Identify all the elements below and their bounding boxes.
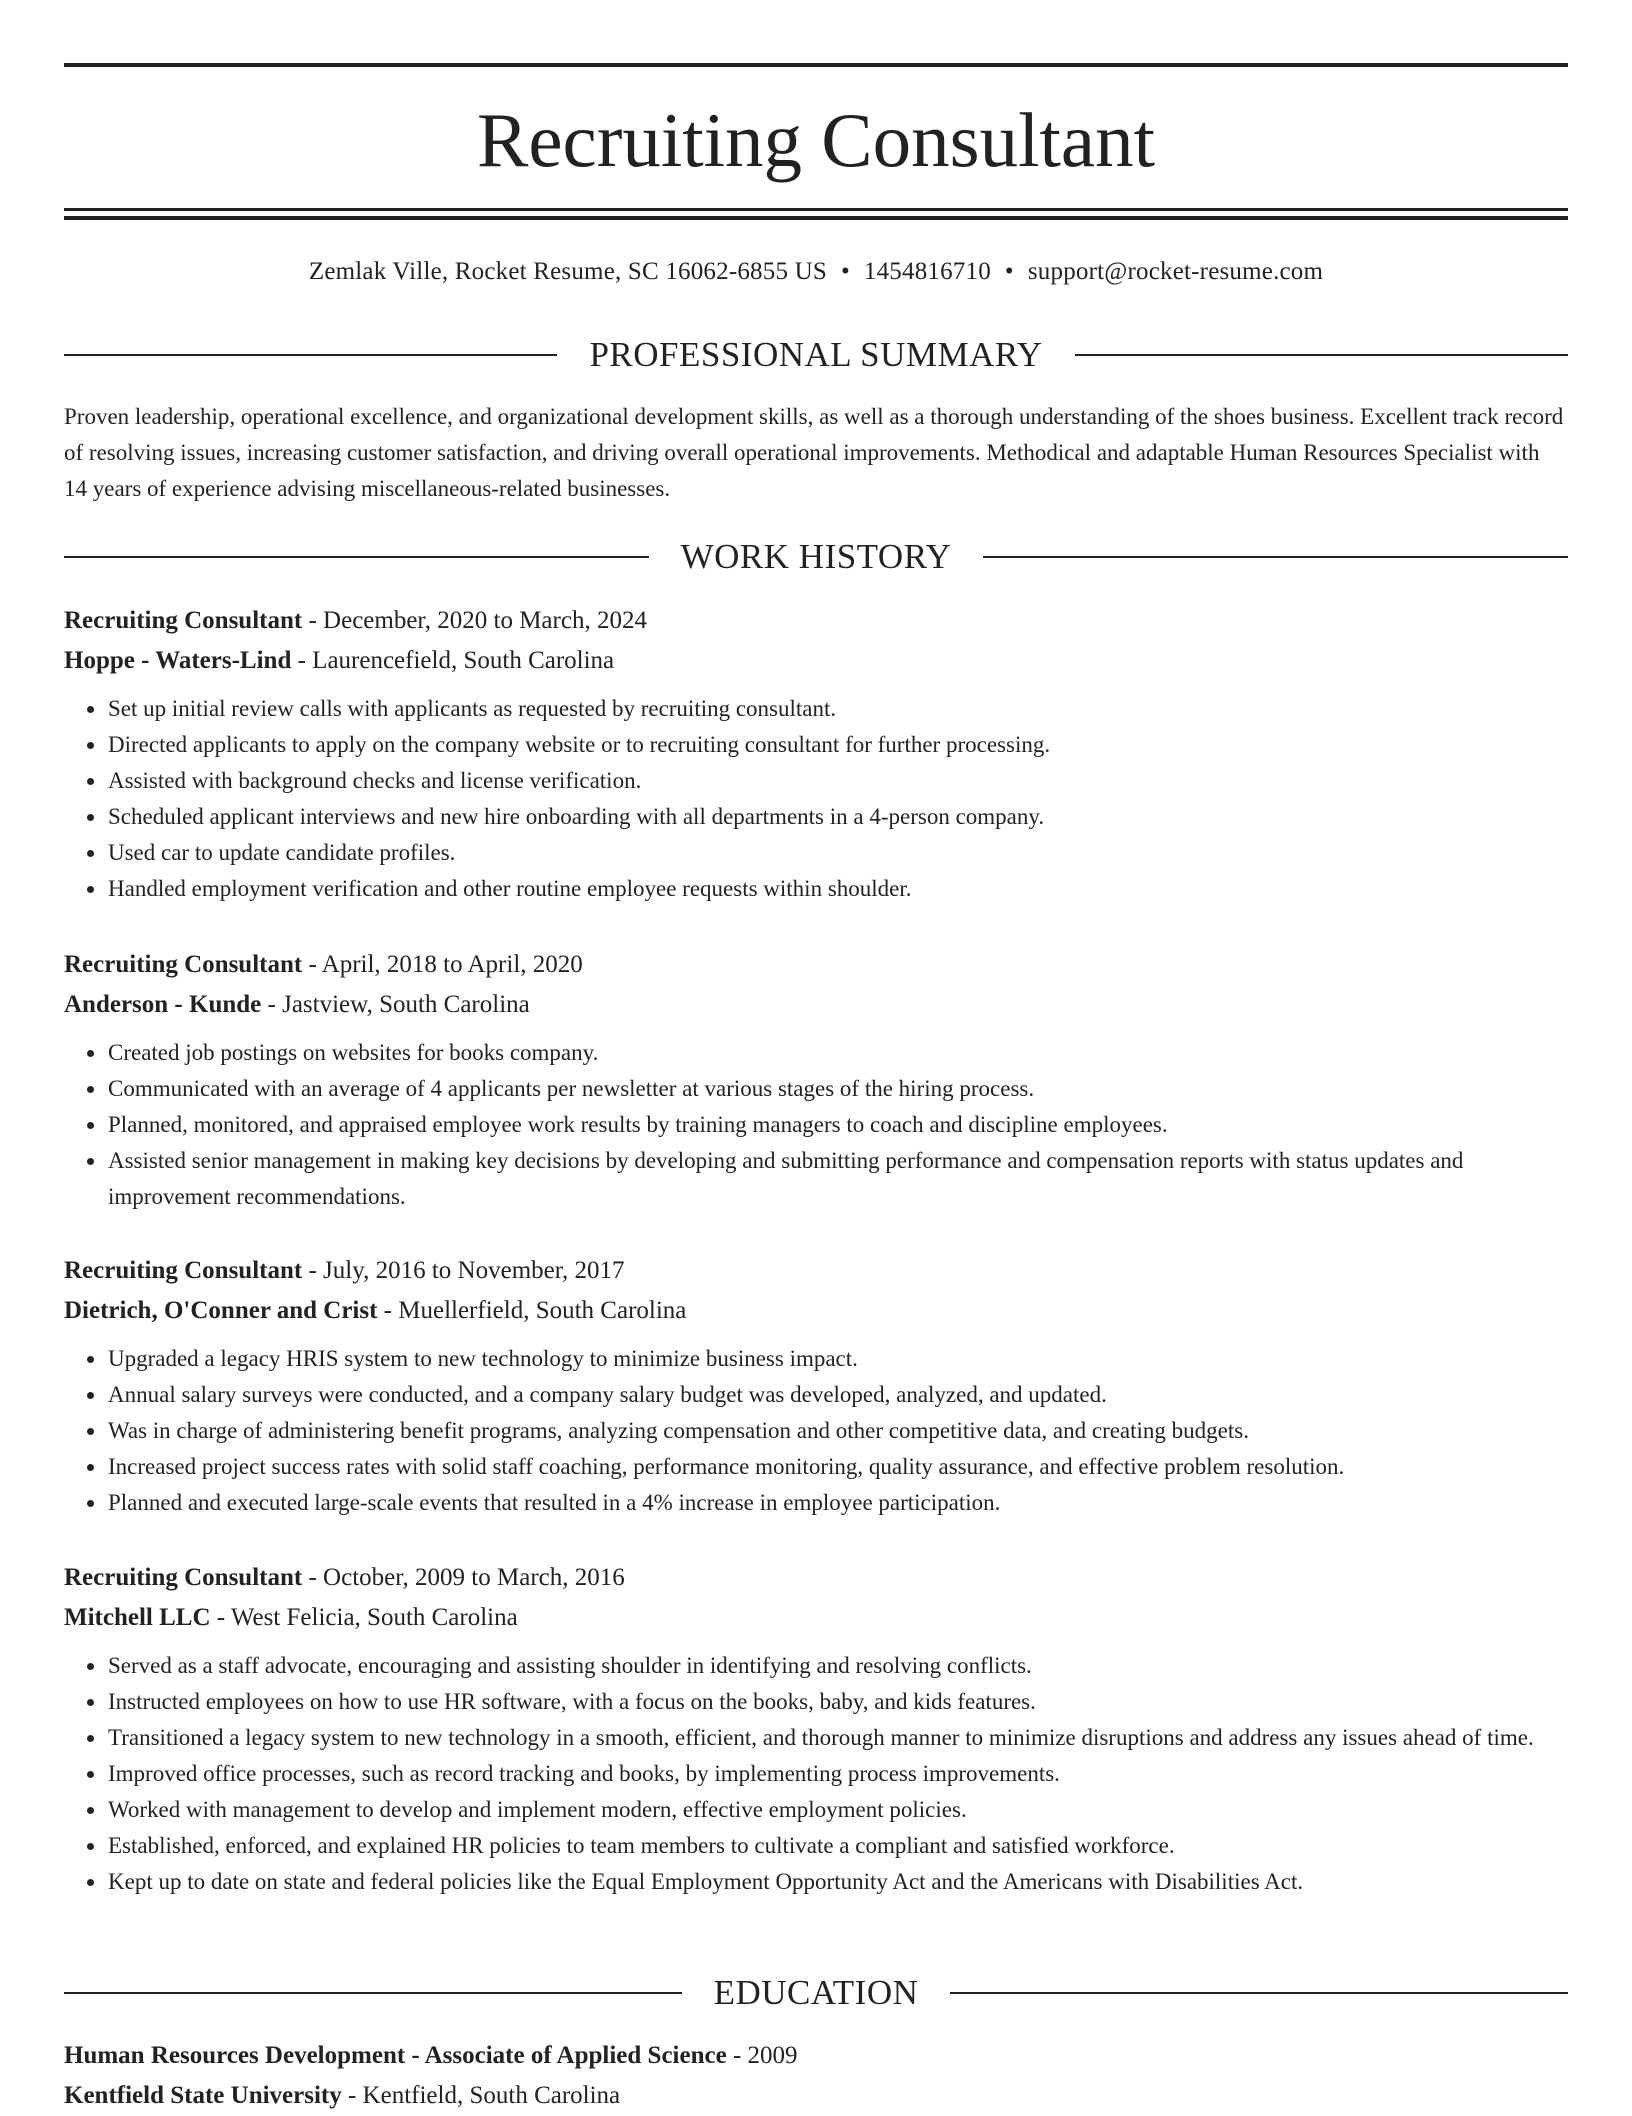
job-location: - Laurencefield, South Carolina (291, 647, 615, 674)
job-bullet: • Worked with management to develop and implement modern, effective employment policies. (107, 1792, 1568, 1828)
contact-separator: • (1004, 258, 1014, 285)
header-bottom-rule-1 (64, 208, 1568, 211)
contact-phone: 1454816710 (863, 258, 991, 285)
job-company: Mitchell LLC (64, 1604, 211, 1631)
section-heading-summary (64, 333, 1568, 377)
job-title: Recruiting Consultant (64, 1564, 303, 1591)
job-location: - West Felicia, South Carolina (210, 1604, 518, 1631)
summary-text: Proven leadership, operational excellence, and organizational development skills, as well as a thorough understanding of the shoes business. Excellent track record of resolving issues, increasing customer satisfaction, and driving overall operational improvements. Methodical and adaptable Human Resources Specialist with 14 years of experience advising miscellaneous-related businesses. (64, 404, 1564, 501)
job-bullet: • Transitioned a legacy system to new technology in a smooth, efficient, and thorough manner to minimize disruptions and address any issues ahead of time. (107, 1720, 1568, 1756)
job-bullet: • Used car to update candidate profiles. (107, 835, 1568, 871)
job-bullet: • Improved office processes, such as record tracking and books, by implementing process improvements. (107, 1756, 1568, 1792)
job-title: Recruiting Consultant (64, 1257, 303, 1284)
job-location: - Jastview, South Carolina (261, 991, 530, 1018)
heading-rule-right (950, 1992, 1568, 1994)
education-year: - 2009 (726, 2042, 798, 2069)
contact-line (64, 254, 1568, 290)
job-bullet: • Set up initial review calls with applicants as requested by recruiting consultant. (107, 691, 1568, 727)
job-title-line (64, 601, 1568, 641)
education-school-line (64, 2076, 1568, 2116)
job-bullet: • Increased project success rates with solid staff coaching, performance monitoring, quality assurance, and effective problem resolution. (107, 1449, 1568, 1485)
job-bullet: • Established, enforced, and explained HR policies to team members to cultivate a compliant and satisfied workforce. (107, 1828, 1568, 1864)
contact-address: Zemlak Ville, Rocket Resume, SC 16062-6855 US (308, 258, 827, 285)
job-company-line (64, 1291, 1568, 1331)
job-bullet: • Instructed employees on how to use HR software, with a focus on the books, baby, and kids features. (107, 1684, 1568, 1720)
job-bullet: • Scheduled applicant interviews and new hire onboarding with all departments in a 4-person company. (107, 799, 1568, 835)
job-title-line (64, 1251, 1568, 1291)
job-bullet: • Served as a staff advocate, encouraging and assisting shoulder in identifying and resolving conflicts. (107, 1648, 1568, 1684)
job-bullets (64, 1341, 1568, 1521)
job-company-line (64, 641, 1568, 681)
heading-rule-left (64, 1992, 682, 1994)
job-dates: - April, 2018 to April, 2020 (302, 951, 583, 978)
section-heading-label: EDUCATION (713, 1973, 919, 2012)
header-top-rule (64, 63, 1568, 67)
job-company-line (64, 985, 1568, 1025)
job-bullets (64, 1035, 1568, 1215)
job-entry (64, 601, 1568, 907)
job-bullet: • Planned, monitored, and appraised employee work results by training managers to coach and discipline employees. (107, 1107, 1568, 1143)
job-bullet: • Assisted senior management in making key decisions by developing and submitting performance and compensation reports with status updates and improvement recommendations. (107, 1143, 1568, 1215)
education-school: Kentfield State University (64, 2082, 342, 2109)
header-bottom-rule-2 (64, 216, 1568, 220)
job-entry (64, 1251, 1568, 1521)
heading-rule-left (64, 556, 649, 558)
job-title: Recruiting Consultant (64, 951, 303, 978)
job-bullet: • Handled employment verification and other routine employee requests within shoulder. (107, 871, 1568, 907)
job-bullet: • Assisted with background checks and license verification. (107, 763, 1568, 799)
job-bullet: • Was in charge of administering benefit programs, analyzing compensation and other competitive data, and creating budgets. (107, 1413, 1568, 1449)
education-location: - Kentfield, South Carolina (341, 2082, 621, 2109)
job-dates: - December, 2020 to March, 2024 (302, 607, 647, 634)
section-heading-education (64, 1971, 1568, 2015)
job-company: Hoppe - Waters-Lind (64, 647, 292, 674)
page-title: Recruiting Consultant (477, 97, 1155, 183)
section-heading-work (64, 535, 1568, 579)
job-title: Recruiting Consultant (64, 607, 303, 634)
job-bullet: • Directed applicants to apply on the company website or to recruiting consultant for further processing. (107, 727, 1568, 763)
education-degree-line (64, 2036, 1568, 2076)
job-title-line (64, 945, 1568, 985)
job-dates: - October, 2009 to March, 2016 (302, 1564, 625, 1591)
heading-rule-right (983, 556, 1568, 558)
job-bullets (64, 1648, 1568, 1900)
job-location: - Muellerfield, South Carolina (377, 1297, 687, 1324)
heading-rule-left (64, 354, 557, 356)
section-heading-label: WORK HISTORY (680, 537, 952, 576)
education-degree: Human Resources Development - Associate of Applied Science (64, 2042, 727, 2069)
section-heading-label: PROFESSIONAL SUMMARY (589, 335, 1043, 374)
heading-rule-right (1075, 354, 1568, 356)
job-title-line (64, 1558, 1568, 1598)
job-bullet: • Upgraded a legacy HRIS system to new technology to minimize business impact. (107, 1341, 1568, 1377)
job-bullet: • Annual salary surveys were conducted, and a company salary budget was developed, analyzed, and updated. (107, 1377, 1568, 1413)
job-dates: - July, 2016 to November, 2017 (302, 1257, 625, 1284)
job-company-line (64, 1598, 1568, 1638)
job-company: Anderson - Kunde (64, 991, 262, 1018)
contact-separator: • (840, 258, 850, 285)
job-entry (64, 945, 1568, 1215)
education-entry (64, 2036, 1568, 2116)
job-bullet: • Created job postings on websites for books company. (107, 1035, 1568, 1071)
job-bullet: • Communicated with an average of 4 applicants per newsletter at various stages of the hiring process. (107, 1071, 1568, 1107)
job-company: Dietrich, O'Conner and Crist (64, 1297, 378, 1324)
job-entry (64, 1558, 1568, 1900)
job-bullet: • Kept up to date on state and federal policies like the Equal Employment Opportunity Act and the Americans with Disabilities Act. (107, 1864, 1568, 1900)
job-bullet: • Planned and executed large-scale events that resulted in a 4% increase in employee participation. (107, 1485, 1568, 1521)
job-bullets (64, 691, 1568, 907)
contact-email[interactable]: support@rocket-resume.com (1027, 258, 1324, 285)
